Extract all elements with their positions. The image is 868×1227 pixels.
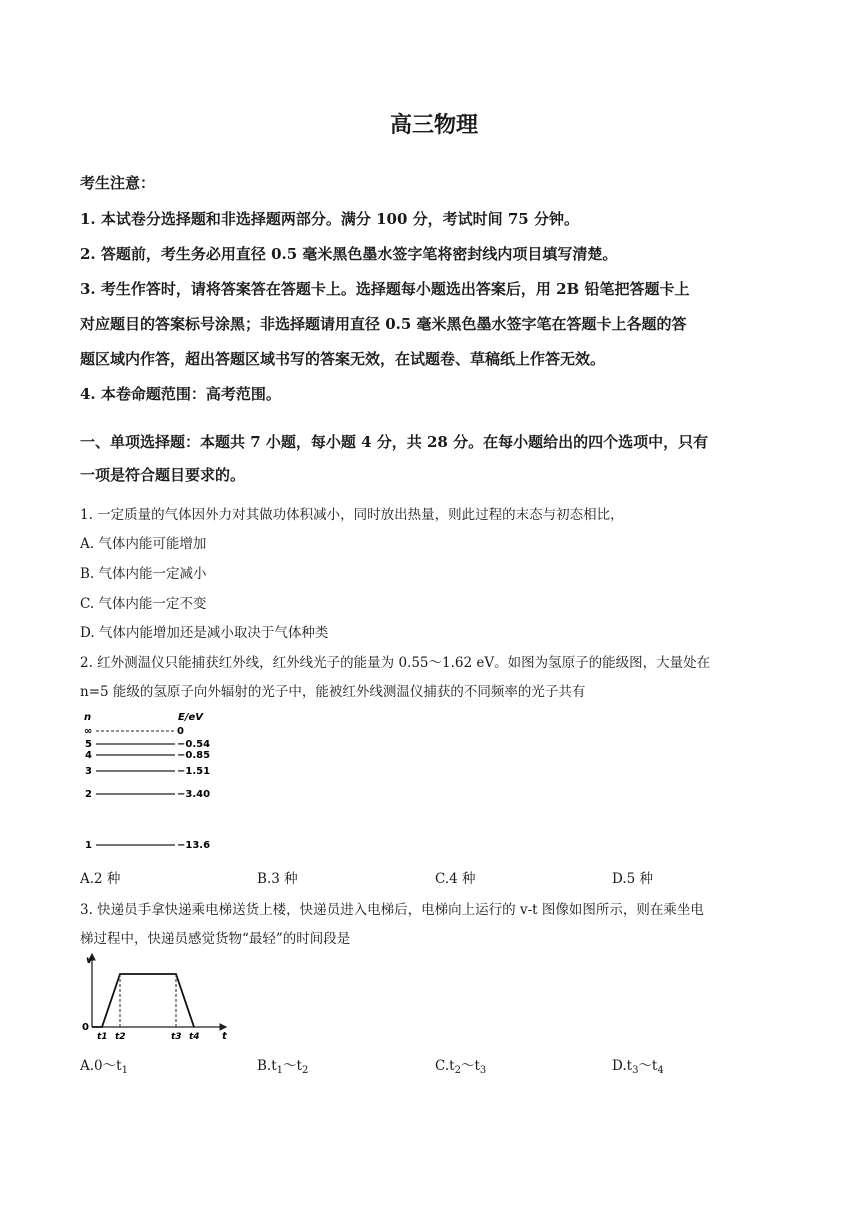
q3-option-d-sub2: 4: [657, 1065, 664, 1076]
level-e-4: −0.85: [177, 750, 211, 761]
q3-option-c-mid: ～t: [460, 1058, 480, 1074]
q3-option-d-mid: ～t: [638, 1058, 658, 1074]
page-title: 高三物理: [389, 112, 478, 138]
t-axis-label: t: [222, 1031, 227, 1042]
q3-option-d-sub: 3: [632, 1065, 639, 1076]
level-n-inf: ∞: [84, 726, 93, 737]
tick-t1: t1: [97, 1032, 108, 1042]
q2-option-a: A.2 种: [80, 871, 121, 887]
q1-option-a: A. 气体内能可能增加: [80, 536, 207, 552]
level-e-1: −13.6: [177, 840, 211, 851]
axis-n-label: n: [84, 712, 92, 723]
tick-t4: t4: [189, 1032, 200, 1042]
q3-option-b-sub: 1: [276, 1065, 284, 1076]
q3-option-c: [435, 1054, 486, 1076]
v-axis-label: v: [86, 955, 93, 966]
notice-item-3-cont: 对应题目的答案标号涂黑；非选择题请用直径 0.5 毫米黑色墨水签字笔在答题卡上各题的答: [80, 315, 687, 333]
notice-item-2: 2. 答题前，考生务必用直径 0.5 毫米黑色墨水签字笔将密封线内项目填写清楚。: [80, 245, 618, 263]
q3-option-a-text: A.0～t: [80, 1058, 122, 1074]
q2-stem: 2. 红外测温仪只能捕获红外线，红外线光子的能量为 0.55～1.62 eV。如图为氢原子的能级图，大量处在: [80, 655, 711, 671]
level-e-inf: 0: [177, 726, 184, 737]
level-n-5: 5: [85, 739, 92, 750]
section-heading: 一、单项选择题：本题共 7 小题，每小题 4 分，共 28 分。在每小题给出的四个选项中，只有: [80, 433, 709, 451]
level-n-2: 2: [85, 789, 92, 800]
level-e-2: −3.40: [177, 789, 211, 800]
q3-option-b-text: B.t: [257, 1058, 277, 1074]
vt-graph: [80, 950, 240, 1042]
section-heading-cont: 一项是符合题目要求的。: [80, 466, 246, 484]
q3-option-c-sub: 2: [454, 1065, 461, 1076]
q3-option-b-sub2: 2: [301, 1065, 309, 1076]
q3-option-a-sub: 1: [121, 1065, 128, 1076]
q2-option-d: D.5 种: [612, 871, 654, 887]
tick-t3: t3: [171, 1032, 182, 1042]
level-e-5: −0.54: [177, 739, 211, 750]
q1-option-c: C. 气体内能一定不变: [80, 596, 207, 612]
level-n-1: 1: [85, 840, 92, 851]
q3-option-a: [80, 1054, 128, 1076]
energy-level-diagram: [80, 706, 230, 854]
q1-stem: 1. 一定质量的气体因外力对其做功体积减小，同时放出热量，则此过程的末态与初态相比，: [80, 507, 624, 523]
level-n-4: 4: [85, 750, 92, 761]
q3-option-d: [612, 1054, 664, 1076]
q3-option-c-text: C.t: [435, 1058, 455, 1074]
q3-option-c-sub2: 3: [479, 1065, 487, 1076]
axis-e-label: E/eV: [178, 712, 204, 723]
q2-stem-cont: n=5 能级的氢原子向外辐射的光子中，能被红外线测温仪捕获的不同频率的光子共有: [80, 684, 586, 700]
vt-curve: [92, 974, 194, 1027]
q3-stem: 3. 快递员手拿快递乘电梯送货上楼，快递员进入电梯后，电梯向上运行的 v-t 图像如图所示，则在乘坐电: [80, 902, 704, 918]
q1-option-d: D. 气体内能增加还是减小取决于气体种类: [80, 625, 329, 641]
notice-heading: 考生注意：: [80, 174, 156, 192]
level-n-3: 3: [85, 766, 92, 777]
notice-item-1: 1. 本试卷分选择题和非选择题两部分。满分 100 分，考试时间 75 分钟。: [80, 210, 579, 228]
level-e-3: −1.51: [177, 766, 211, 777]
notice-item-4: 4. 本卷命题范围：高考范围。: [80, 385, 281, 403]
q2-option-c: C.4 种: [435, 871, 476, 887]
q3-option-d-text: D.t: [612, 1058, 633, 1074]
q2-option-b: B.3 种: [257, 871, 298, 887]
q1-option-b: B. 气体内能一定减小: [80, 566, 207, 582]
origin-label: 0: [82, 1022, 89, 1033]
tick-t2: t2: [115, 1032, 126, 1042]
q3-option-b-mid: ～t: [283, 1058, 302, 1074]
q3-stem-cont: 梯过程中，快递员感觉货物“最轻”的时间段是: [80, 931, 351, 947]
q3-option-b: [257, 1054, 308, 1076]
notice-item-3: 3. 考生作答时，请将答案答在答题卡上。选择题每小题选出答案后，用 2B 铅笔把答题卡上: [80, 280, 690, 298]
notice-item-3-cont2: 题区域内作答，超出答题区域书写的答案无效，在试题卷、草稿纸上作答无效。: [80, 350, 606, 368]
